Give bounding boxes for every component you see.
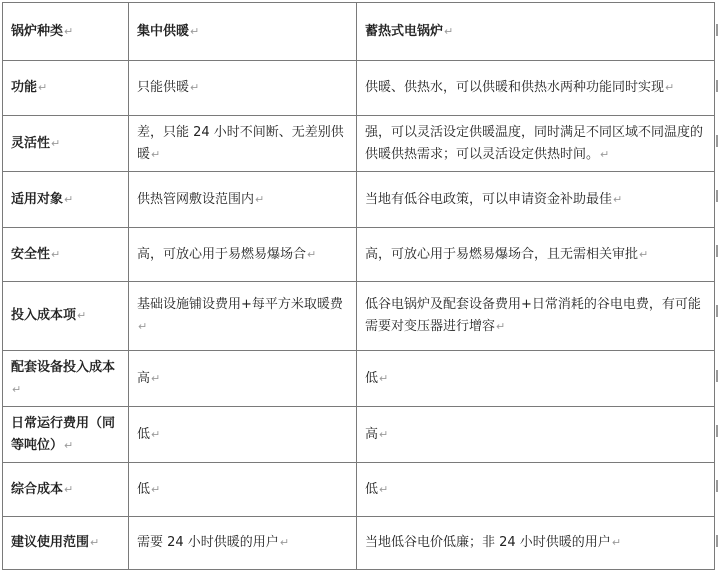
paragraph-mark: ↵: [64, 192, 74, 206]
paragraph-mark: ↵: [444, 24, 454, 38]
cell-text: 建议使用范围: [11, 535, 90, 550]
paragraph-mark: ↵: [379, 371, 389, 385]
cell-text: 低: [137, 426, 151, 442]
paragraph-mark: ↵: [64, 24, 74, 38]
cell-text: 功能: [11, 80, 38, 95]
paragraph-mark: ↵: [64, 438, 74, 452]
paragraph-mark: ↵: [255, 192, 265, 206]
cell-thermal: [357, 407, 715, 463]
cell-text: 高，可放心用于易燃易爆场合: [137, 246, 307, 262]
paragraph-mark: ↵: [665, 81, 675, 94]
cell-text: 综合成本: [11, 481, 64, 497]
header-cell-category: [3, 3, 129, 61]
cell-central: [129, 61, 357, 116]
table-row: [3, 172, 715, 228]
paragraph-mark: ↵: [611, 536, 622, 549]
cell-text: 低: [137, 481, 151, 497]
paragraph-mark: ↵: [600, 147, 610, 161]
row-label: [3, 407, 129, 463]
comparison-table: [2, 2, 715, 570]
cell-text: 低: [365, 481, 379, 497]
cell-text: 日常运行费用（同等吨位）: [11, 415, 116, 453]
cell-central: [129, 172, 357, 228]
paragraph-mark: ↵: [77, 309, 87, 322]
paragraph-mark: ↵: [90, 536, 100, 549]
cell-central: [129, 463, 357, 517]
cell-text: 安全性: [11, 246, 51, 262]
cell-text: 锅炉种类: [11, 23, 64, 39]
cell-thermal: [357, 61, 715, 116]
cell-central: [129, 228, 357, 282]
cell-text: 高: [365, 426, 379, 442]
paragraph-mark: ↵: [613, 192, 623, 206]
cell-text: 低谷电锅炉及配套设备费用+日常消耗的谷电电费，有可能需要对变压器进行增容: [365, 297, 701, 334]
cell-text: 只能供暖: [137, 80, 190, 95]
paragraph-mark: ↵: [307, 247, 317, 261]
paragraph-mark: ↵: [151, 371, 161, 385]
row-label: [3, 351, 129, 407]
cell-text: 投入成本项: [11, 308, 77, 323]
row-label: [3, 228, 129, 282]
row-label: [3, 61, 129, 116]
header-cell-thermal: [357, 3, 715, 61]
cell-text: 适用对象: [11, 191, 64, 207]
cell-text: 差，只能 24 小时不间断、无差别供暖: [137, 124, 344, 162]
paragraph-mark: ↵: [151, 482, 161, 496]
cell-text: 供暖、供热水，可以供暖和供热水两种功能同时实现: [365, 80, 665, 95]
cell-central: [129, 407, 357, 463]
table-row: [3, 517, 715, 570]
cell-text: 基础设施铺设费用+每平方米取暖费: [137, 297, 343, 312]
row-label: [3, 116, 129, 172]
cell-text: 当地低谷电价低廉；非 24 小时供暖的用户: [365, 535, 611, 550]
paragraph-mark: ↵: [190, 24, 200, 38]
cell-central: [129, 116, 357, 172]
table-row: [3, 116, 715, 172]
cell-central: [129, 282, 357, 351]
cell-text: 灵活性: [11, 135, 51, 151]
cell-thermal: [357, 172, 715, 228]
header-cell-central: [129, 3, 357, 61]
paragraph-mark: ↵: [38, 81, 48, 94]
row-label: [3, 463, 129, 517]
cell-thermal: [357, 517, 715, 570]
cell-thermal: [357, 116, 715, 172]
cell-text: 高，可放心用于易燃易爆场合，且无需相关审批: [365, 246, 639, 262]
cell-text: 需要 24 小时供暖的用户: [137, 535, 279, 550]
paragraph-mark: ↵: [12, 382, 22, 396]
cell-thermal: [357, 282, 715, 351]
paragraph-mark: ↵: [151, 147, 161, 161]
paragraph-mark: ↵: [496, 320, 506, 333]
cell-text: 集中供暖: [137, 23, 190, 39]
row-label: [3, 517, 129, 570]
paragraph-mark: ↵: [279, 536, 290, 549]
cell-thermal: [357, 463, 715, 517]
table-row: [3, 61, 715, 116]
row-label: [3, 172, 129, 228]
cell-text: 低: [365, 370, 379, 386]
cell-text: 蓄热式电锅炉: [365, 23, 444, 39]
table-row: [3, 228, 715, 282]
paragraph-mark: ↵: [138, 320, 148, 333]
table-row: [3, 351, 715, 407]
cell-text: 高: [137, 370, 151, 386]
cell-central: [129, 351, 357, 407]
cell-text: 供热管网敷设范围内: [137, 191, 255, 207]
cell-central: [129, 517, 357, 570]
paragraph-mark: ↵: [51, 247, 61, 261]
cell-thermal: [357, 351, 715, 407]
paragraph-mark: ↵: [51, 136, 61, 150]
table-row: [3, 407, 715, 463]
paragraph-mark: ↵: [379, 427, 389, 441]
paragraph-mark: ↵: [639, 247, 649, 261]
paragraph-mark: ↵: [151, 427, 161, 441]
cell-text: 配套设备投入成本: [11, 359, 116, 375]
table-row: [3, 463, 715, 517]
table-row: [3, 282, 715, 351]
cell-text: 强，可以灵活设定供暖温度，同时满足不同区域不同温度的供暖供热需求；可以灵活设定供热时间。: [365, 124, 704, 162]
paragraph-mark: ↵: [64, 482, 74, 496]
cell-thermal: [357, 228, 715, 282]
header-row: [3, 3, 715, 61]
paragraph-mark: ↵: [190, 81, 200, 94]
row-label: [3, 282, 129, 351]
paragraph-mark: ↵: [379, 482, 389, 496]
cell-text: 当地有低谷电政策，可以申请资金补助最佳: [365, 191, 613, 207]
